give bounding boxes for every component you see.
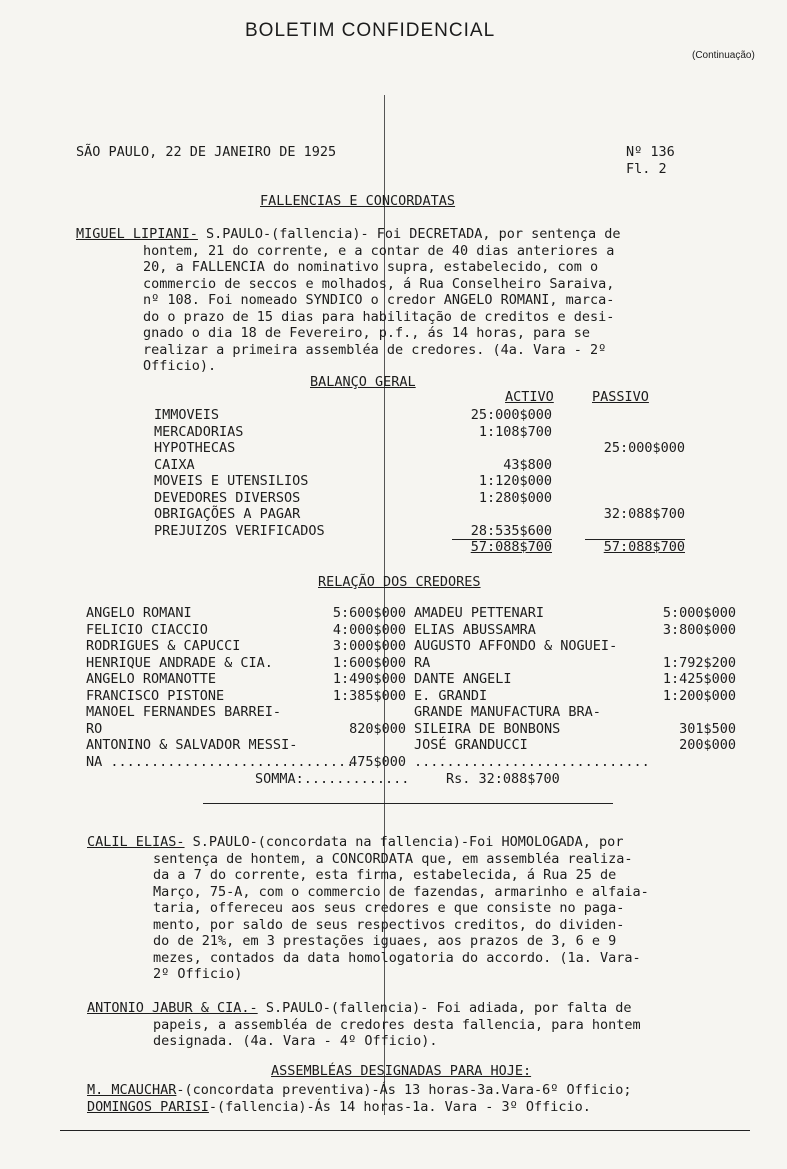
creditor-name: ANGELO ROMANI xyxy=(86,605,192,621)
balance-row-label: PREJUIZOS VERIFICADOS xyxy=(154,522,325,539)
balance-row-activo: 25:000$000 xyxy=(470,407,552,423)
creditor-name: SILEIRA DE BONBONS xyxy=(414,720,561,737)
balance-row-label: MOVEIS E UTENSILIOS xyxy=(154,473,309,489)
balance-row-label: CAIXA xyxy=(154,456,195,473)
place-date: SÃO PAULO, 22 DE JANEIRO DE 1925 xyxy=(76,144,337,160)
creditor-value: 1:792$200 xyxy=(662,654,736,671)
creditor-name: RA xyxy=(414,654,431,671)
sheet-number: Fl. 2 xyxy=(626,161,667,177)
total-passivo: 57:088$700 xyxy=(603,539,685,555)
balance-title: BALANÇO GERAL xyxy=(310,374,416,390)
entry-miguel-lipiani: MIGUEL LIPIANI- S.PAULO-(fallencia)- Foi DECRETADA, por sentença de xyxy=(76,226,621,242)
assembly-item: DOMINGOS PARISI-(fallencia)-Ás 14 horas-1a. Vara - 3º Officio. xyxy=(87,1099,591,1115)
creditor-value: 5:600$000 xyxy=(332,605,406,621)
creditor-value: 475$000 xyxy=(349,753,406,770)
creditor-name: MANOEL FERNANDES BARREI- xyxy=(86,704,282,720)
section-title: FALLENCIAS E CONCORDATAS xyxy=(260,193,456,209)
entry-calil-elias: CALIL ELIAS- S.PAULO-(concordata na fallencia)-Foi HOMOLOGADA, por xyxy=(87,834,624,850)
entry-text: hontem, 21 do corrente, e a contar de 40 dias anteriores a 20, a FALLENCIA do nominativo supra, estabelecido, com o commercio de seccos e molhados, á Rua Conselheiro Saraiva, nº 108. Foi nomeado SYNDICO o credor ANGELO ROMANI, marca- do o prazo de 15 dias para habilitação de creditos e desi- gnado o dia 18 de Fevereiro, p.f., ás 14 horas, para se realizar a primeira assembléa de credores. (4a. Vara - 2º Officio). xyxy=(143,242,615,374)
creditor-value: 5:000$000 xyxy=(662,605,736,621)
creditor-name: JOSÉ GRANDUCCI xyxy=(414,737,528,753)
col-activo: ACTIVO xyxy=(505,389,554,405)
creditor-value: 1:200$000 xyxy=(662,687,736,704)
balance-row-activo: 1:120$000 xyxy=(478,473,552,489)
creditor-value: 1:490$000 xyxy=(332,671,406,687)
total-rule-activo xyxy=(452,539,552,540)
creditor-name: ............................. xyxy=(414,753,650,770)
balance-row-activo: 1:280$000 xyxy=(478,489,552,506)
separator-2 xyxy=(60,1130,750,1131)
creditor-value: 3:000$000 xyxy=(332,638,406,654)
total-rule-passivo xyxy=(585,539,685,540)
creditor-name: RO xyxy=(86,720,103,737)
creditor-value: 1:385$000 xyxy=(332,687,406,704)
creditor-name: ANGELO ROMANOTTE xyxy=(86,671,217,687)
creditor-value: 4:000$000 xyxy=(332,621,406,638)
col-passivo: PASSIVO xyxy=(592,389,649,405)
balance-row-passivo: 25:000$000 xyxy=(603,440,685,456)
entry-antonio-jabur: ANTONIO JABUR & CIA.- S.PAULO-(fallencia)- Foi adiada, por falta de xyxy=(87,1000,632,1016)
balance-row-label: MERCADORIAS xyxy=(154,423,244,440)
creditor-value: 820$000 xyxy=(349,720,406,737)
bulletin-number: Nº 136 xyxy=(626,144,675,160)
creditor-name: ELIAS ABUSSAMRA xyxy=(414,621,536,638)
balance-row-label: HYPOTHECAS xyxy=(154,440,236,456)
creditor-name: DANTE ANGELI xyxy=(414,671,512,687)
creditor-value: 1:600$000 xyxy=(332,654,406,671)
balance-row-activo: 43$800 xyxy=(503,456,552,473)
creditor-name: FELICIO CIACCIO xyxy=(86,621,208,638)
creditor-name: FRANCISCO PISTONE xyxy=(86,687,225,704)
entry-name: ANTONIO JABUR & CIA.- xyxy=(87,1000,258,1016)
creditor-value: 200$000 xyxy=(679,737,736,753)
creditor-name: ANTONINO & SALVADOR MESSI- xyxy=(86,737,298,753)
creditor-name: HENRIQUE ANDRADE & CIA. xyxy=(86,654,273,671)
creditor-value: 1:425$000 xyxy=(662,671,736,687)
balance-row-label: OBRIGAÇÕES A PAGAR xyxy=(154,506,301,522)
balance-row-label: IMMOVEIS xyxy=(154,407,220,423)
total-activo: 57:088$700 xyxy=(470,539,552,555)
creditor-name: GRANDE MANUFACTURA BRA- xyxy=(414,704,601,720)
creditor-name: NA .............................. xyxy=(86,753,355,770)
entry-name: MIGUEL LIPIANI- xyxy=(76,226,198,242)
creditor-name: AMADEU PETTENARI xyxy=(414,605,545,621)
creditor-name: AUGUSTO AFFONDO & NOGUEI- xyxy=(414,638,618,654)
continuation-label: (Continuação) xyxy=(692,50,755,61)
creditor-name: RODRIGUES & CAPUCCI xyxy=(86,638,241,654)
assemblies-title: ASSEMBLÉAS DESIGNADAS PARA HOJE: xyxy=(271,1063,532,1079)
balance-row-label: DEVEDORES DIVERSOS xyxy=(154,489,301,506)
balance-row-passivo: 32:088$700 xyxy=(603,506,685,522)
entry-text: papeis, a assembléa de credores desta fallencia, para hontem designada. (4a. Vara - 4º Officio). xyxy=(153,1016,641,1049)
page-title: BOLETIM CONFIDENCIAL xyxy=(245,20,496,41)
balance-row-activo: 1:108$700 xyxy=(478,423,552,440)
separator-1 xyxy=(203,803,613,804)
assembly-item: M. MCAUCHAR-(concordata preventiva)-Ás 13 horas-3a.Vara-6º Officio; xyxy=(87,1082,632,1098)
creditors-title: RELAÇÃO DOS CREDORES xyxy=(318,574,481,590)
entry-text: sentença de hontem, a CONCORDATA que, em assembléa realiza- da a 7 do corrente, esta firma, estabelecida, á Rua 25 de Março, 75-A, com o commercio de fazendas, armarinho e alfaia- taria, offereceu aos seus credores e que consiste no paga- mento, por saldo de seus respectivos creditos, do dividen- do de 21%, em 3 prestações iguaes, aos prazos de 3, 6 e 9 mezes, contados da data homologatoria do accordo. (1a. Vara- 2º Officio) xyxy=(153,850,649,982)
creditor-name: E. GRANDI xyxy=(414,687,488,704)
sum-label: SOMMA:............. xyxy=(255,771,410,787)
creditor-value: 301$500 xyxy=(679,720,736,737)
balance-row-activo: 28:535$600 xyxy=(470,522,552,539)
sum-value: Rs. 32:088$700 xyxy=(446,771,560,787)
entry-name: CALIL ELIAS- xyxy=(87,834,185,850)
creditor-value: 3:800$000 xyxy=(662,621,736,638)
